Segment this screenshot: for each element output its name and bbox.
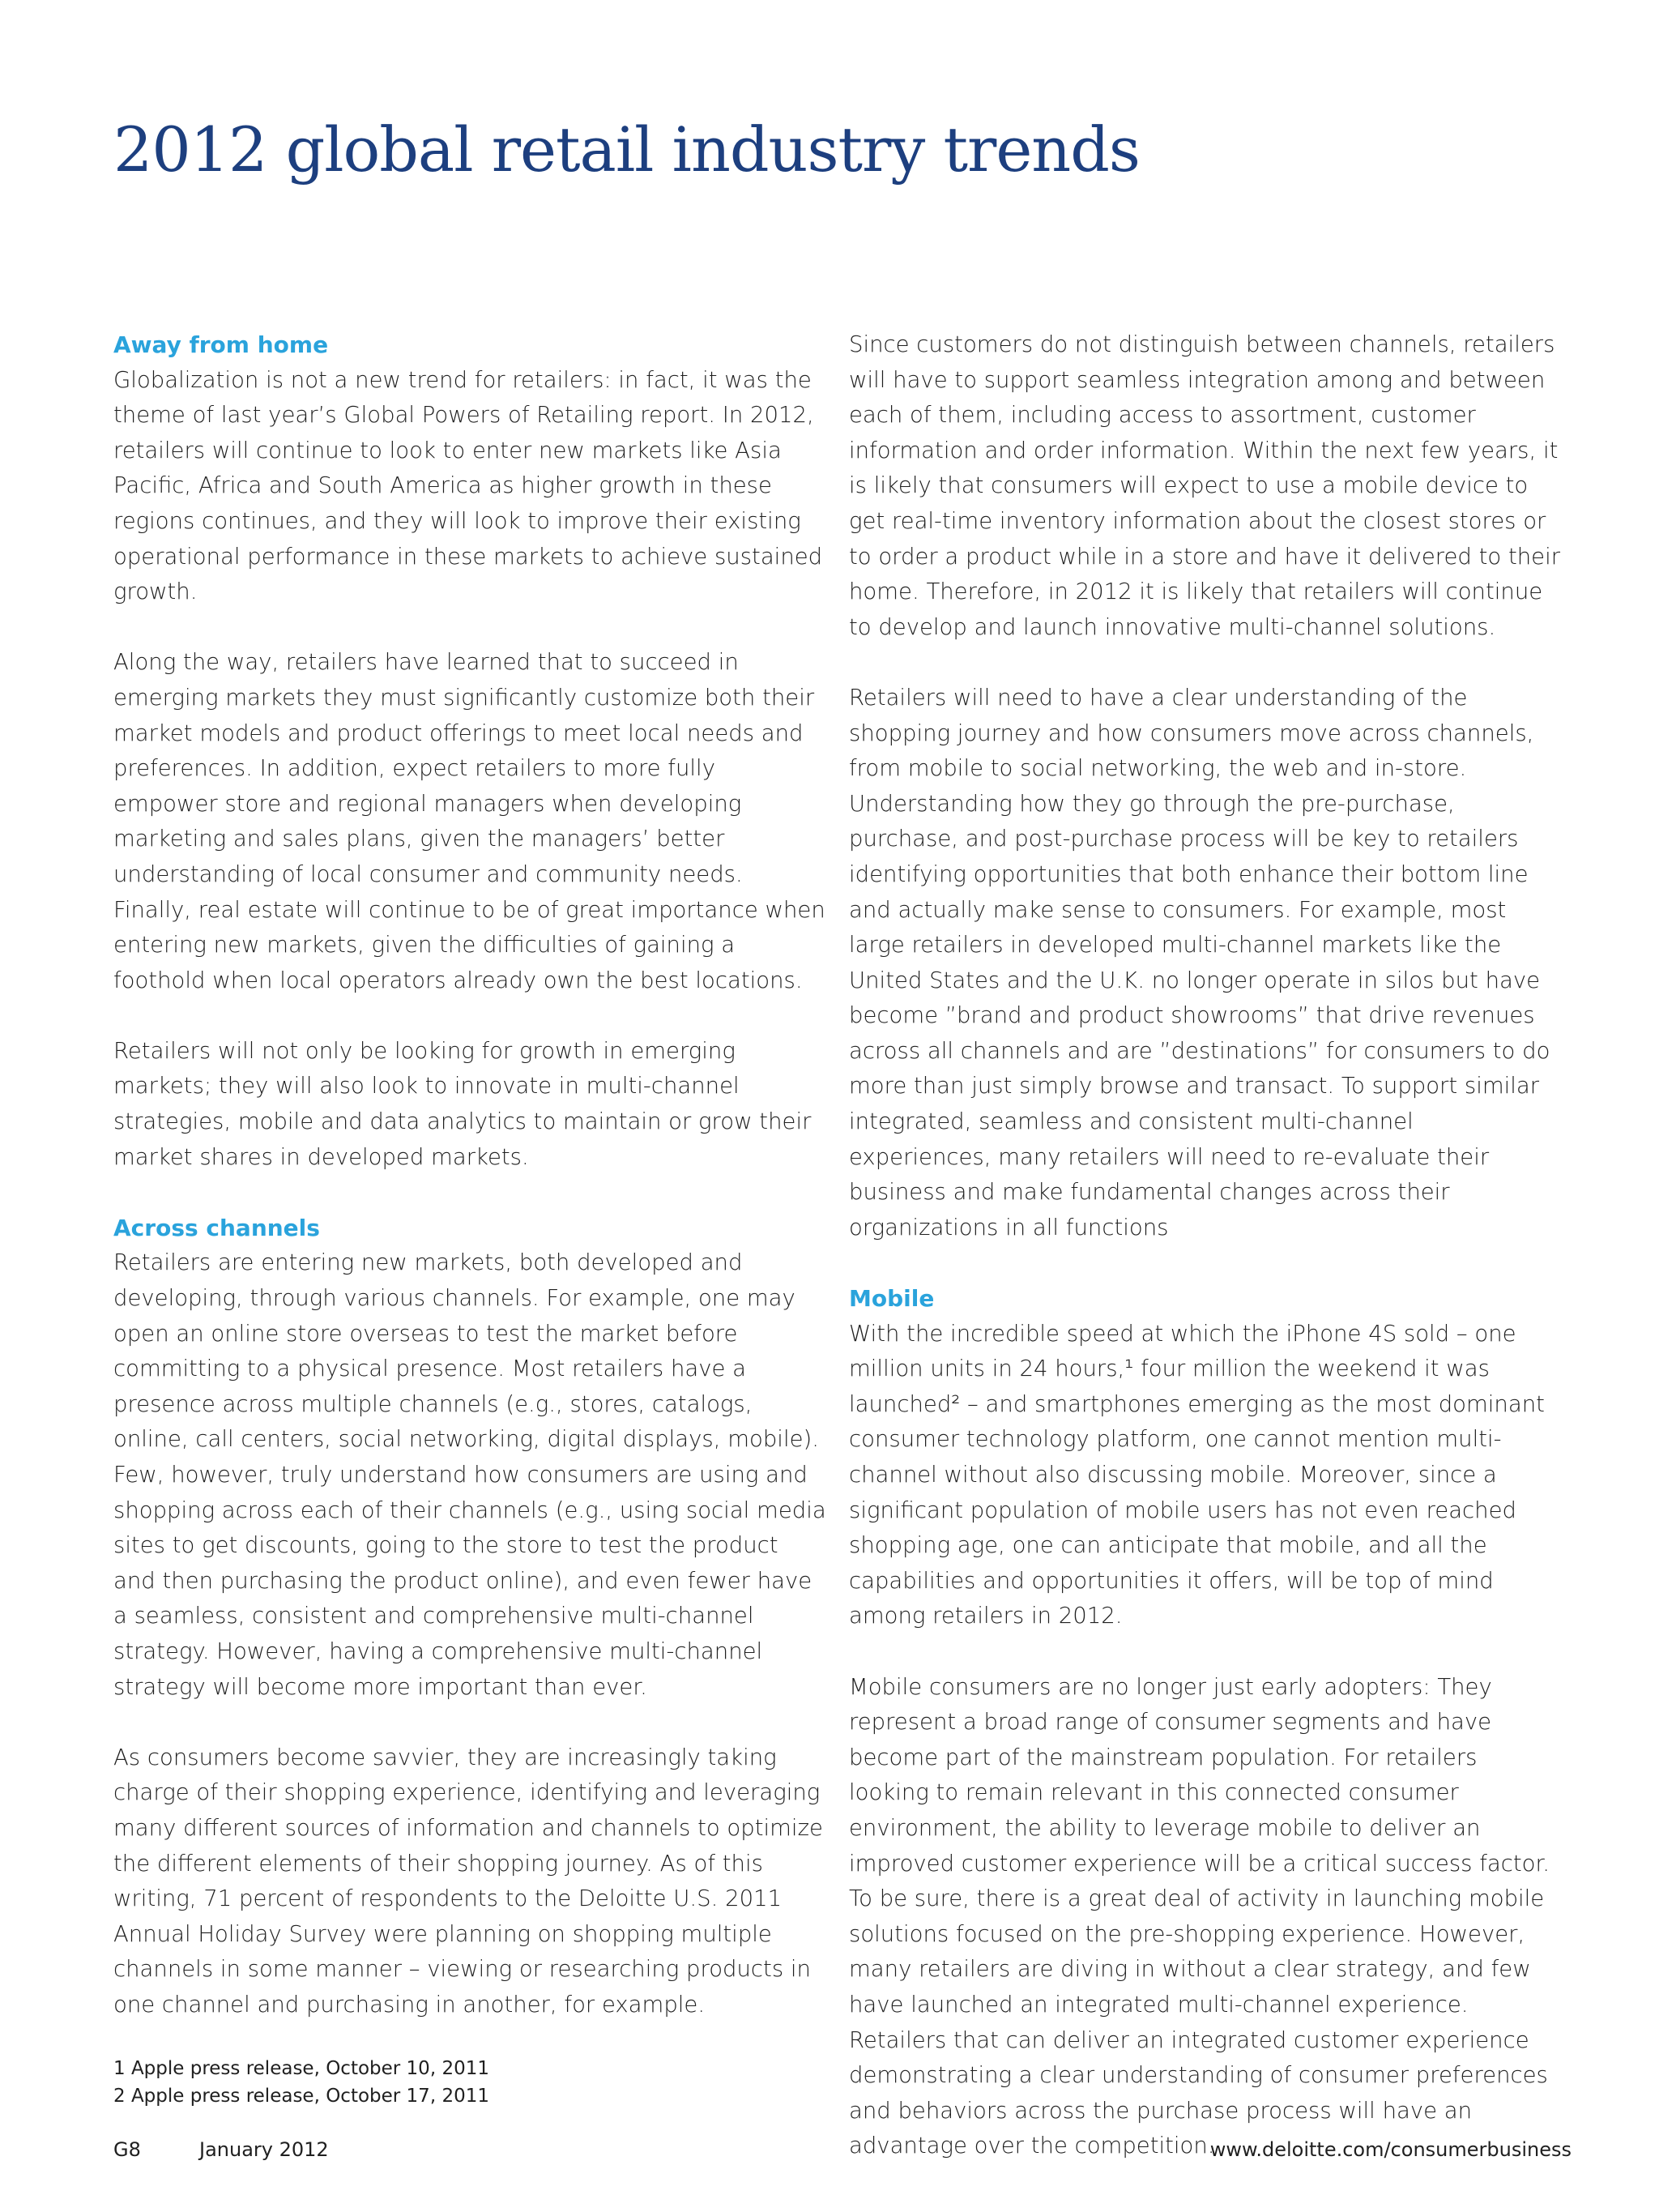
paragraph: Since customers do not distinguish between channels, retailers will have to support seamless integration among and between each of them, including access to assortment, customer information and order information. Within the next few years, it is likely that consumers will expect to use a mobile device to get real-time inventory information about the closest stores or to order a product while in a store and have it delivered to their home. Therefore, in 2012 it is likely that retailers will continue to develop and launch innovative multi-channel solutions. <box>849 331 1561 640</box>
page-number: G8 <box>113 2138 141 2161</box>
paragraph: Globalization is not a new trend for retailers: in fact, it was the theme of last year’s Global Powers of Retailing report. In 2012, retailers will continue to look to enter new markets like Asia Pacific, Africa and South America as higher growth in these regions continues, and they will look to improve their existing operational performance in these markets to achieve sustained growth. <box>113 366 823 605</box>
footnote: 1 Apple press release, October 10, 2011 <box>113 2058 489 2079</box>
paragraph: Retailers are entering new markets, both developed and developing, through various channels. For example, one may open an online store overseas to test the market before committing to a physical presence. Most retailers have a presence across multiple channels (e.g., stores, catalogs, online, call centers, social networking, digital displays, mobile). Few, however, truly understand how consumers are using and shopping across each of their channels (e.g., using social media sites to get discounts, going to the store to test the product and then purchasing the product online), and even fewer have a seamless, consistent and comprehensive multi-channel strategy. However, having a comprehensive multi-channel strategy will become more important than ever. <box>113 1249 826 1700</box>
section-heading-mobile: Mobile <box>849 1285 935 1313</box>
publication-date: January 2012 <box>199 2138 329 2161</box>
left-column <box>113 327 826 2023</box>
footnotes <box>113 2055 489 2110</box>
paragraph: With the incredible speed at which the iPhone 4S sold – one million units in 24 hours,¹ four million the weekend it was launched² – and smartphones emerging as the most dominant consumer technology platform, one cannot mention multi-channel without also discussing mobile. Moreover, since a significant population of mobile users has not even reached shopping age, one can anticipate that mobile, and all the capabilities and opportunities it offers, will be top of mind among retailers in 2012. <box>849 1320 1545 1629</box>
paragraph: As consumers become savvier, they are increasingly taking charge of their shopping experience, identifying and leveraging many different sources of information and channels to optimize the different elements of their shopping journey. As of this writing, 71 percent of respondents to the Deloitte U.S. 2011 Annual Holiday Survey were planning on shopping multiple channels in some manner – viewing or researching products in one channel and purchasing in another, for example. <box>113 1744 823 2018</box>
page-title: 2012 global retail industry trends <box>113 113 1140 186</box>
section-heading-away-from-home: Away from home <box>113 331 329 358</box>
website-url: www.deloitte.com/consumerbusiness <box>1209 2138 1572 2161</box>
paragraph: Retailers will not only be looking for growth in emerging markets; they will also look to innovate in multi-channel strategies, mobile and data analytics to maintain or grow their market shares in developed markets. <box>113 1037 812 1170</box>
paragraph: Mobile consumers are no longer just early adopters: They represent a broad range of consumer segments and have become part of the mainstream population. For retailers looking to remain relevant in this connected consumer environment, the ability to leverage mobile to deliver an improved customer experience will be a critical success factor. To be sure, there is a great deal of activity in launching mobile solutions focused on the pre-shopping experience. However, many retailers are diving in without a clear strategy, and few have launched an integrated multi-channel experience. Retailers that can deliver an integrated customer experience demonstrating a clear understanding of consumer preferences and behaviors across the purchase process will have an advantage over the competition. <box>849 1673 1550 2159</box>
section-heading-across-channels: Across channels <box>113 1214 320 1241</box>
paragraph: Along the way, retailers have learned that to succeed in emerging markets they must significantly customize both their market models and product offerings to meet local needs and preferences. In addition, expect retailers to more fully empower store and regional managers when developing marketing and sales plans, given the managers’ better understanding of local consumer and community needs. Finally, real estate will continue to be of great importance when entering new markets, given the difficulties of gaining a foothold when local operators already own the best locations. <box>113 649 825 993</box>
right-column <box>849 327 1562 2164</box>
paragraph: Retailers will need to have a clear understanding of the shopping journey and how consumers move across channels, from mobile to social networking, the web and in-store. Understanding how they go through the pre-purchase, purchase, and post-purchase process will be key to retailers identifying opportunities that both enhance their bottom line and actually make sense to consumers. For example, most large retailers in developed multi-channel markets like the United States and the U.K. no longer operate in silos but have become ”brand and product showrooms” that drive revenues across all channels and are ”destinations” for consumers to do more than just simply browse and transact. To support similar integrated, seamless and consistent multi-channel experiences, many retailers will need to re-evaluate their business and make fundamental changes across their organizations in all functions <box>849 684 1550 1241</box>
footnote: 2 Apple press release, October 17, 2011 <box>113 2086 489 2107</box>
